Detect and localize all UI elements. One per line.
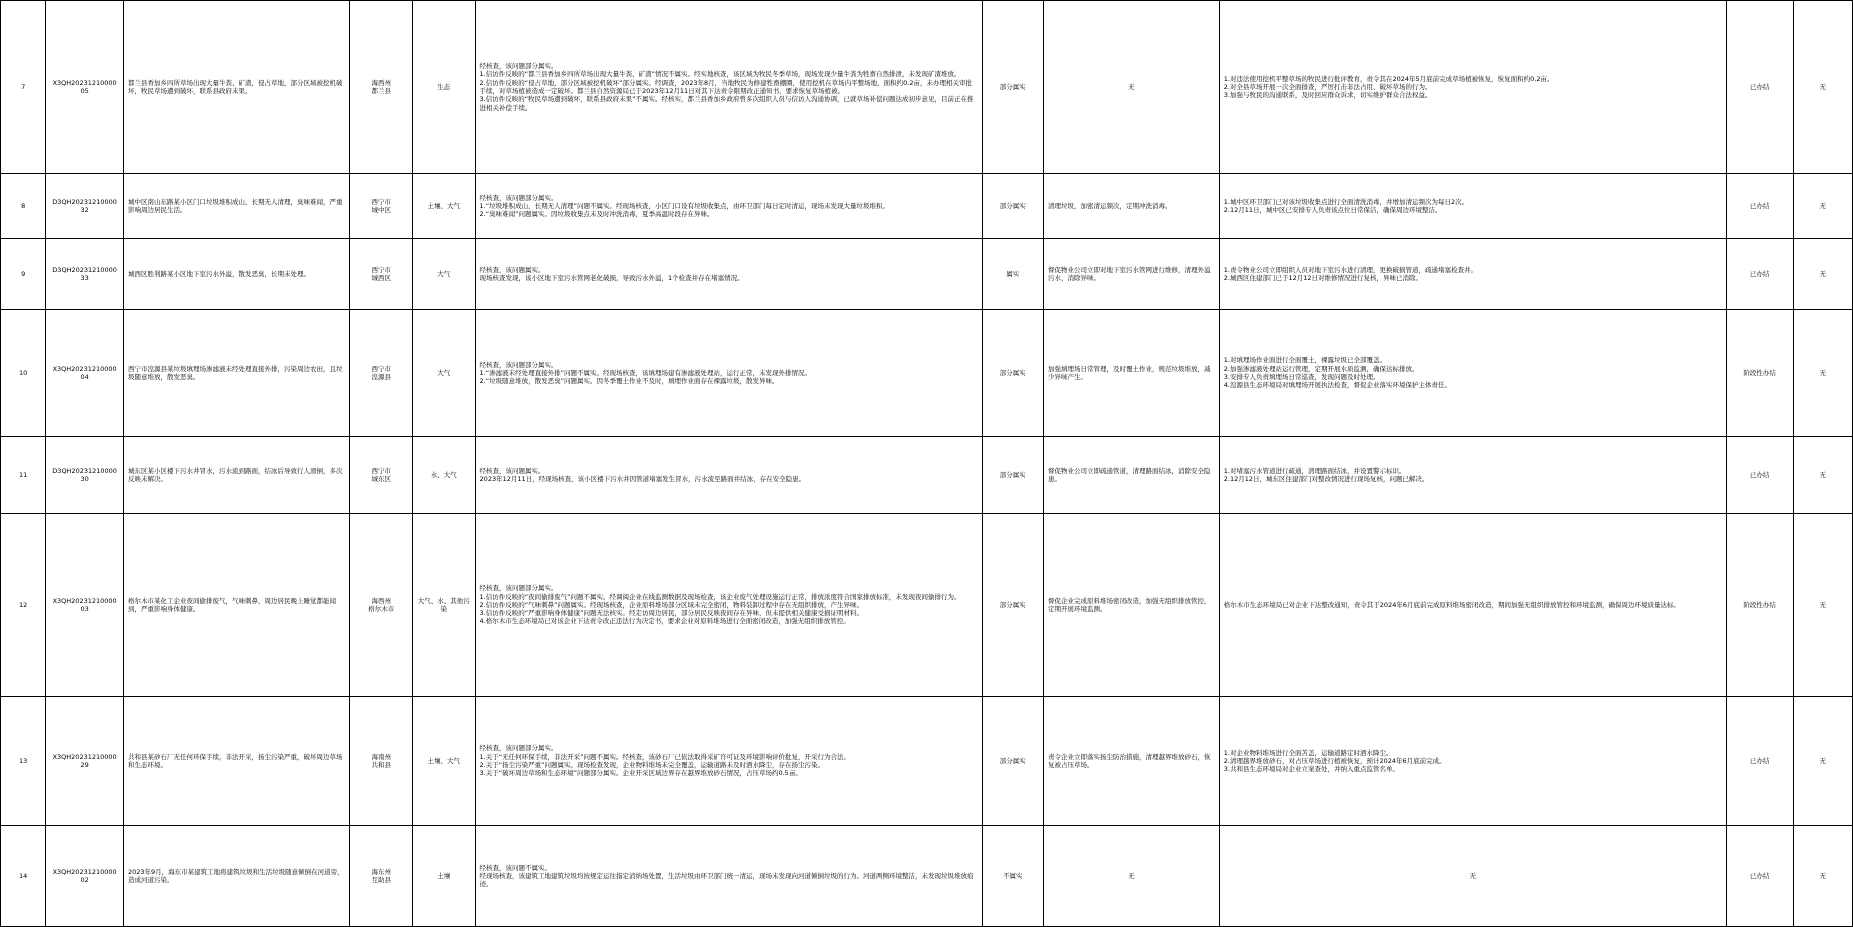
row-number: 9 [1, 239, 46, 310]
pollution-type: 大气、水、其他污染 [413, 514, 476, 697]
table-row [1, 174, 1853, 239]
pollution-type: 土壤、大气 [413, 697, 476, 826]
accountability: 无 [1793, 310, 1852, 437]
status: 已办结 [1726, 437, 1793, 514]
issue-description: 2023年9月，海东市某建筑工地将建筑垃圾和生活垃圾随意倾倒在河道旁，造成河道污染。 [123, 826, 350, 927]
table-row [1, 826, 1853, 927]
city [350, 437, 413, 514]
handling-opinion: 督促企业完成原料堆场密闭改造，加强无组织排放管控，定期开展环境监测。 [1043, 514, 1219, 697]
city-name: 海西州 [371, 78, 391, 87]
county-name: 城东区 [371, 475, 391, 483]
issue-description: 格尔木市某化工企业夜间偷排废气，气味刺鼻，周边居民晚上睡觉都能闻到，严重影响身体健康。 [123, 514, 350, 697]
issue-description: 西宁市湟源县某垃圾填埋场渗滤液未经处理直接外排，污染周边农田，且垃圾随意堆放，散发恶臭。 [123, 310, 350, 437]
verdict: 部分属实 [982, 437, 1043, 514]
row-number: 11 [1, 437, 46, 514]
verdict: 不属实 [982, 826, 1043, 927]
issue-description: 共和县某砂石厂无任何环保手续，非法开采，扬尘污染严重，破坏周边草场和生态环境。 [123, 697, 350, 826]
table-row [1, 514, 1853, 697]
accountability: 无 [1793, 239, 1852, 310]
city [350, 697, 413, 826]
rectification: 1.城中区环卫部门已对该垃圾收集点进行全面清洗消毒，并增加清运频次为每日2次。 2.12月11日，城中区已安排专人负责该点位日常保洁，确保周边环境整洁。 [1219, 174, 1726, 239]
rectification: 无 [1219, 826, 1726, 927]
county-name: 互助县 [371, 876, 391, 884]
investigation-result: 经核查，该问题部分属实。 1.信访件反映的“都兰县香加乡四所草场出现大量牛粪、矿渣”情况不属实。经实地核查，该区域为牧民冬季草场，现场发现少量牛粪为牲畜自然排泄，未发现矿渣堆放。 2.信访件反映的“侵占草地，部分区域被挖机破坏”部分属实。经调查，2023年8月，当地牧民为修建牲畜棚圈，使用挖机在草场内平整场地，面积约0.2亩，未办理相关审批手续，对草场植被造成一定破坏。都兰县自然资源局已于2023年12月11日对其下达责令限期改正通知书，要求恢复草场植被。 3.信访件反映的“牧民草场遭到破坏，联系县政府未果”不属实。经核实，都兰县香加乡政府曾多次组织人员与信访人沟通协调，已就草场补偿问题达成初步意见，目前正在推进相关补偿手续。 [475, 1, 982, 174]
row-number: 7 [1, 1, 46, 174]
county-name: 湟源县 [371, 373, 391, 381]
issue-description: 城中区南山东路某小区门口垃圾堆积成山，长期无人清理，臭味难闻，严重影响周边居民生活。 [123, 174, 350, 239]
table-row [1, 437, 1853, 514]
pollution-type: 水、大气 [413, 437, 476, 514]
pollution-type: 土壤 [413, 826, 476, 927]
city-name: 西宁市 [371, 466, 391, 475]
status: 已办结 [1726, 239, 1793, 310]
county-name: 都兰县 [371, 87, 391, 95]
verdict: 部分属实 [982, 1, 1043, 174]
city-name: 西宁市 [371, 265, 391, 274]
verdict: 部分属实 [982, 174, 1043, 239]
city [350, 239, 413, 310]
verdict: 部分属实 [982, 310, 1043, 437]
verdict: 属实 [982, 239, 1043, 310]
table-row [1, 1, 1853, 174]
city-name: 海南州 [371, 752, 391, 761]
pollution-type: 大气 [413, 310, 476, 437]
handling-opinion: 督促物业公司立即疏通管道，清理路面结冰，消除安全隐患。 [1043, 437, 1219, 514]
issue-description: 城西区胜利路某小区地下室污水外溢，散发恶臭，长期未处理。 [123, 239, 350, 310]
accountability: 无 [1793, 826, 1852, 927]
row-number: 10 [1, 310, 46, 437]
case-code: X3QH20231210000 05 [46, 1, 124, 174]
rectification: 1.责令物业公司立即组织人员对地下室污水进行清理，更换破损管道，疏通堵塞检查井。 2.城西区住建部门已于12月12日对维修情况进行复核，异味已消除。 [1219, 239, 1726, 310]
county-name: 城西区 [371, 274, 391, 282]
case-code: X3QH20231210000 04 [46, 310, 124, 437]
pollution-type: 生态 [413, 1, 476, 174]
investigation-result: 经核查，该问题属实。 2023年12月11日，经现场核查，该小区楼下污水井因管道堵塞发生冒水，污水流至路面并结冰，存在安全隐患。 [475, 437, 982, 514]
case-code: X3QH20231210000 02 [46, 826, 124, 927]
handling-opinion: 清理垃圾，加密清运频次，定期冲洗消毒。 [1043, 174, 1219, 239]
case-code: D3QH20231210000 33 [46, 239, 124, 310]
row-number: 14 [1, 826, 46, 927]
city [350, 826, 413, 927]
row-number: 8 [1, 174, 46, 239]
handling-opinion: 加强填埋场日常管理，及时覆土作业，规范垃圾堆放，减少异味产生。 [1043, 310, 1219, 437]
table-row [1, 697, 1853, 826]
case-code: D3QH20231210000 32 [46, 174, 124, 239]
case-code: X3QH20231210000 03 [46, 514, 124, 697]
rectification: 格尔木市生态环境局已对企业下达整改通知，责令其于2024年6月底前完成原料堆场密闭改造，期间加强无组织排放管控和环境监测，确保周边环境质量达标。 [1219, 514, 1726, 697]
status: 已办结 [1726, 697, 1793, 826]
table-row [1, 310, 1853, 437]
accountability: 无 [1793, 697, 1852, 826]
handling-opinion: 无 [1043, 826, 1219, 927]
issue-description: 都兰县香加乡四所草场出现大量牛粪、矿渣，侵占草地，部分区域被挖机破坏，牧民草场遭到破坏，联系县政府未果。 [123, 1, 350, 174]
rectification: 1.对填埋场作业面进行全面覆土，裸露垃圾已全部覆盖。 2.加强渗滤液处理站运行管理，定期开展水质监测，确保达标排放。 3.安排专人负责填埋场日常巡查，发现问题及时处理。 4.湟源县生态环境局对填埋场开展执法检查，督促企业落实环境保护主体责任。 [1219, 310, 1726, 437]
city [350, 174, 413, 239]
accountability: 无 [1793, 174, 1852, 239]
investigation-result: 经核查，该问题不属实。 经现场核查，该建筑工地建筑垃圾均按规定运往指定消纳场处置，生活垃圾由环卫部门统一清运，现场未发现向河道倾倒垃圾的行为。河道两侧环境整洁，未发现垃圾堆放痕迹。 [475, 826, 982, 927]
city [350, 310, 413, 437]
status: 已办结 [1726, 826, 1793, 927]
status: 已办结 [1726, 1, 1793, 174]
city [350, 514, 413, 697]
row-number: 13 [1, 697, 46, 826]
county-name: 格尔木市 [368, 605, 395, 613]
investigation-result: 经核查，该问题部分属实。 1.信访件反映的“夜间偷排废气”问题不属实。经调阅企业在线监测数据及现场检查，该企业废气处理设施运行正常，排放浓度符合国家排放标准，未发现夜间偷排行为。 2.信访件反映的“气味刺鼻”问题属实。经现场核查，企业原料堆场部分区域未完全密闭，物料装卸过程中存在无组织排放，产生异味。 3.信访件反映的“严重影响身体健康”问题无法核实。经走访周边居民，部分居民反映夜间存在异味，但未提供相关健康受损证明材料。 4.格尔木市生态环境局已对该企业下达责令改正违法行为决定书，要求企业对原料堆场进行全面密闭改造，加强无组织排放管控。 [475, 514, 982, 697]
county-name: 城中区 [371, 206, 391, 214]
status: 阶段性办结 [1726, 310, 1793, 437]
verdict: 部分属实 [982, 697, 1043, 826]
accountability: 无 [1793, 1, 1852, 174]
case-code: X3QH20231210000 29 [46, 697, 124, 826]
rectification: 1.对企业物料堆场进行全面苫盖，运输道路定时洒水降尘。 2.清理越界堆放砂石，对占压草场进行植被恢复，预计2024年6月底前完成。 3.共和县生态环境局对企业立案查处，并纳入重点监管名单。 [1219, 697, 1726, 826]
accountability: 无 [1793, 437, 1852, 514]
city-name: 海西州 [371, 596, 391, 605]
row-number: 12 [1, 514, 46, 697]
handling-opinion: 督促物业公司立即对地下室污水管网进行维修，清理外溢污水，消除异味。 [1043, 239, 1219, 310]
investigation-result: 经核查，该问题属实。 现场核查发现，该小区地下室污水管网老化破损，导致污水外溢，1个检查井存在堵塞情况。 [475, 239, 982, 310]
rectification: 1.对堵塞污水管道进行疏通，清理路面结冰，并设置警示标识。 2.12月12日，城东区住建部门对整改情况进行现场复核，问题已解决。 [1219, 437, 1726, 514]
investigation-result: 经核查，该问题部分属实。 1.“渗滤液未经处理直接外排”问题不属实。经现场核查，该填埋场建有渗滤液处理站，运行正常，未发现外排情况。 2.“垃圾随意堆放，散发恶臭”问题属实。因冬季覆土作业不及时，填埋作业面存在裸露垃圾，散发异味。 [475, 310, 982, 437]
pollution-type: 大气 [413, 239, 476, 310]
investigation-result: 经核查，该问题部分属实。 1.关于“无任何环保手续，非法开采”问题不属实。经核查，该砂石厂已依法取得采矿许可证及环境影响评价批复，开采行为合法。 2.关于“扬尘污染严重”问题属实。现场检查发现，企业物料堆场未完全覆盖，运输道路未及时洒水降尘，存在扬尘污染。 3.关于“破坏周边草场和生态环境”问题部分属实。企业开采区域边界存在越界堆放砂石情况，占压草场约0.5亩。 [475, 697, 982, 826]
handling-opinion: 责令企业立即落实扬尘防治措施，清理越界堆放砂石，恢复被占压草场。 [1043, 697, 1219, 826]
pollution-type: 土壤、大气 [413, 174, 476, 239]
table-row [1, 239, 1853, 310]
accountability: 无 [1793, 514, 1852, 697]
verdict: 部分属实 [982, 514, 1043, 697]
city-name: 海东州 [371, 867, 391, 876]
rectification: 1.对违法使用挖机平整草场的牧民进行批评教育，责令其在2024年5月底前完成草场植被恢复，恢复面积约0.2亩。 2.对全县草场开展一次全面排查，严厉打击非法占用、破坏草场的行为。 3.加强与牧民的沟通联系，及时回应群众诉求，切实维护群众合法权益。 [1219, 1, 1726, 174]
case-code: D3QH20231210000 30 [46, 437, 124, 514]
city-name: 西宁市 [371, 197, 391, 206]
status: 阶段性办结 [1726, 514, 1793, 697]
handling-opinion: 无 [1043, 1, 1219, 174]
status: 已办结 [1726, 174, 1793, 239]
investigation-result: 经核查，该问题部分属实。 1.“垃圾堆积成山，长期无人清理”问题不属实。经现场核查，小区门口设有垃圾收集点，由环卫部门每日定时清运，现场未发现大量垃圾堆积。 2.“臭味难闻”问题属实。因垃圾收集点未及时冲洗消毒，夏季高温时段存在异味。 [475, 174, 982, 239]
issue-description: 城东区某小区楼下污水井冒水，污水流到路面，结冰后导致行人滑倒，多次反映未解决。 [123, 437, 350, 514]
county-name: 共和县 [371, 761, 391, 769]
city [350, 1, 413, 174]
city-name: 西宁市 [371, 364, 391, 373]
